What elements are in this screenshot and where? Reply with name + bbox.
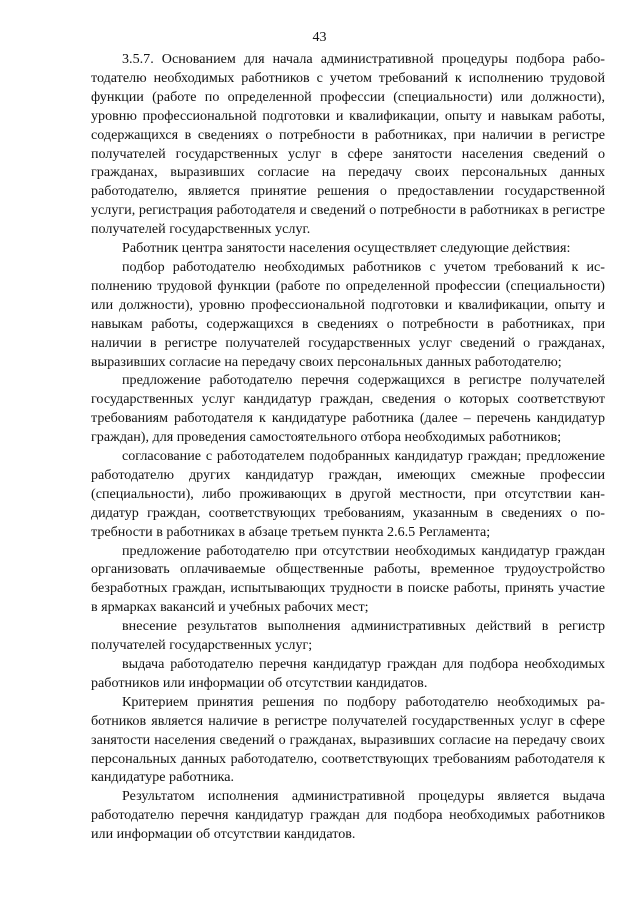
paragraph-criterion: Критерием принятия решения по подбору работодателю необходимых работников является наличие в регистре получателей государственных услуг в сфере занятости населения сведений о гражданах, выразивших согласие на передачу своих персональных данных работодателю, соответствующих требованиям работодателя к кандидатуре работника. [91, 693, 605, 786]
paragraph-issue-list: выдача работодателю перечня кандидатур граждан для подбора необходимых работников или информации об отсутствии кандидатов. [91, 656, 605, 691]
paragraph-result: Результатом исполнения административной процедуры является выдача работодателю перечня кандидатур граждан для подбора необходимых работников или информации об отсутствии кандидатов. [91, 788, 605, 843]
paragraph-offer-list: предложение работодателю перечня содержащихся в регистре получателей государственных услуг кандидатур граждан, сведения о которых соответствуют требованиям работодателя к кандидатуре работника (далее – перечень кандидатур граждан), для проведения самостоятельного отбора необходимых работников; [91, 372, 605, 446]
page-body [91, 50, 605, 844]
paragraph-agreement: согласование с работодателем подобранных кандидатур граждан; предложение работодателю других кандидатур граждан, имеющих смежные профессии (специальности), либо проживающих в другой местности, при отсутствии кандидатур граждан, соответствующих требованиям, указанным в сведениях о потребности в работниках в абзаце третьем пункта 2.6.5 Регламента; [91, 448, 605, 540]
paragraph-actions-intro: Работник центра занятости населения осуществляет следующие действия: [122, 240, 571, 257]
page-number: 43 [312, 30, 327, 45]
paragraph-basis: 3.5.7. Основанием для начала административной процедуры подбора работодателю необходимых работников с учетом требований к исполнению трудовой функции (работе по определенной профессии (специальности) или должности), уровню профессиональной подготовки и квалификации, опыту и навыкам работы, содержащихся в сведениях о потребности в работниках, при наличии в регистре получателей государственных услуг в сфере занятости населения сведений о гражданах, выразивших согласие на передачу своих персональных данных работодателю, является принятие решения о предоставлении государственной услуги, регистрация работодателя и сведений о потребности в работниках в регистре получателей государственных услуг. [91, 51, 605, 238]
paragraph-selection: подбор работодателю необходимых работников с учетом требований к исполнению трудовой функции (работе по определенной профессии (специальности) или должности), уровню профессиональной подготовки и квалификации, опыту и навыкам работы, содержащихся в сведениях о потребности в работниках, при наличии в регистре получателей государственных услуг сведений о гражданах, выразивших согласие на передачу своих персональных данных работодателю; [91, 258, 605, 370]
paragraph-register-entry: внесение результатов выполнения административных действий в регистр получателей государственных услуг; [91, 618, 605, 654]
paragraph-public-works: предложение работодателю при отсутствии необходимых кандидатур граждан организовать оплачиваемые общественные работы, временное трудоустройство безработных граждан, испытывающих трудности в поиске работы, принять участие в ярмарках вакансий и учебных рабочих мест; [91, 542, 605, 616]
